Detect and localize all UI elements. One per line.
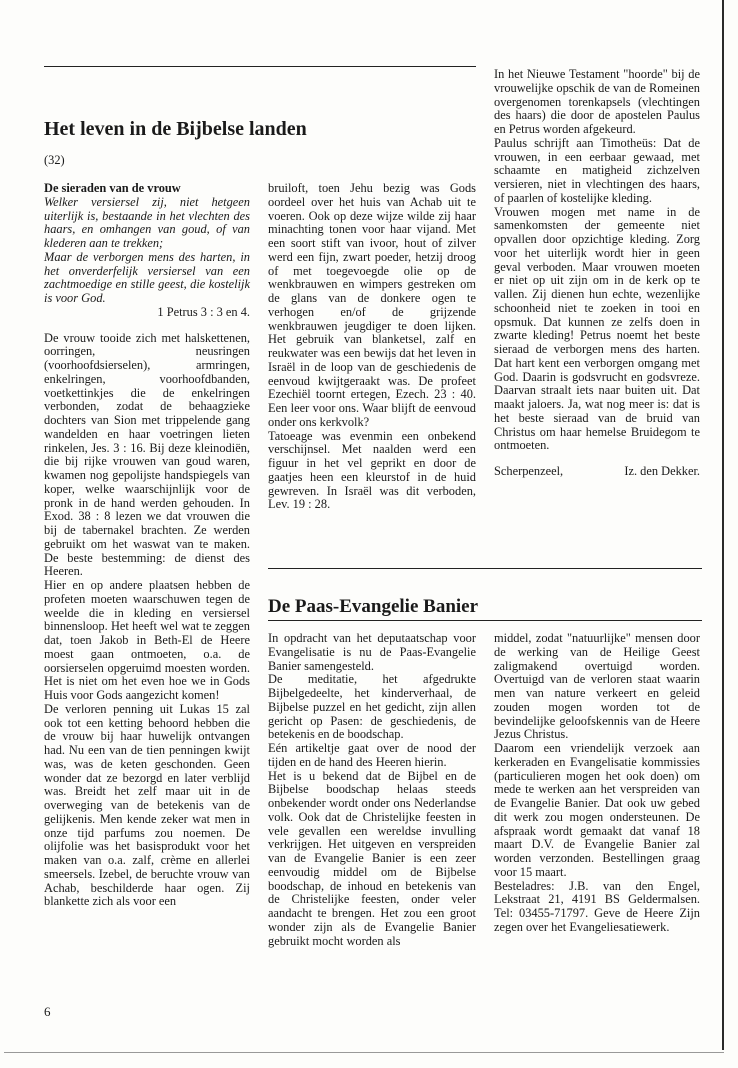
article1-paragraph: De vrouw tooide zich met halskettenen, oorringen, neusringen (voorhoofdsierselen), armringen, enkelringen, voorhoofdbanden, voetkettinkjes die de enkelringen verbonden, zodat de behaagzieke dochters van Sion met trippelende gang wandelden en haar voetringen lieten rinkelen, Jes. 3 : 16. Bij deze kleinodiën, die bij rijke vrouwen van goud waren, kwamen nog gepolijste handspiegels van koper, welke waarschijnlijk voor de pronk in de hand werden gehouden. In Exod. 38 : 8 lezen we dat vrouwen die bij de tabernakel brachten. Ze werden gebruikt om het waswat van te maken. De beste bestemming: de dienst des Heeren. [44,330,250,579]
article1-column-3 [494,68,700,479]
article2-paragraph: Besteladres: J.B. van den Engel, Lekstraat 21, 4191 BS Geldermalsen. Tel: 03455-71797. Geve de Heere Zijn zegen over het Evangeliesatiewerk. [494,878,700,934]
article2-paragraph: Het is u bekend dat de Bijbel en de Bijbelse boodschap helaas steeds onbekender wordt onder ons Nederlandse volk. Ook dat de Christelijke feesten in vele gevallen een wereldse invulling verkrijgen. Het uitgeven en verspreiden van de Evangelie Banier is een zeer eenvoudig middel om de Bijbelse boodschap, de inhoud en betekenis van de Christelijke feesten, onder veler aandacht te brengen. Het zou een groot wonder zijn als de Evangelie Banier gebruikt mocht worden als [268,768,476,948]
page-edge-right [722,0,724,1050]
top-rule [44,66,476,67]
scripture-reference: 1 Petrus 3 : 3 en 4. [157,304,250,319]
page-number: 6 [44,1004,51,1019]
page-edge-bottom [4,1052,724,1053]
title-underline [268,620,702,621]
article1-paragraph: Hier en op andere plaatsen hebben de profeten moeten waarschuwen tegen de weelde die in kleding en versiersel binnensloop. Het heeft wel wat te zeggen dat, toen Jakob in Beth-El de Heere moest gaan ontmoeten, o.a. de oorsierselen opgeruimd moesten worden. Het is niet om het even hoe we in Gods Huis voor Gods aangezicht komen! [44,578,250,702]
article2-paragraph: In opdracht van het deputaatschap voor Evangelisatie is nu de Paas-Evangelie Banier samengesteld. [268,631,476,673]
article2-paragraph: middel, zodat "natuurlijke" mensen door de werking van de Heilige Geest zaligmakend overtuigd worden. Overtuigd van de verloren staat waarin men van nature verkeert en geleid zouden mogen worden tot de bevindelijke geloofskennis van de Heere Jezus Christus. [494,631,700,742]
article1-paragraph: Tatoeage was evenmin een onbekend verschijnsel. Met naalden werd een figuur in het vel geprikt en door de gaatjes heen een kleurstof in de huid gewreven. In Israël was dit verboden, Lev. 19 : 28. [268,428,476,512]
article1-column-2 [268,182,476,512]
article1-serial: (32) [44,153,65,167]
article2-paragraph: De meditatie, het afgedrukte Bijbelgedeelte, het kinderverhaal, de Bijbelse puzzel en het gedicht, zijn allen gericht op Pasen: de geschiedenis, de betekenis en de boodschap. [268,672,476,742]
signature-place: Scherpenzeel, [494,464,564,478]
article1-title: Het leven in de Bijbelse landen [44,118,307,140]
article2-title: De Paas-Evangelie Banier [268,596,479,617]
article2-column-1 [268,632,476,948]
article1-subtitle: De sieraden van de vrouw [44,181,181,195]
article2-column-2 [494,632,700,935]
signature [494,465,700,479]
article1-paragraph: In het Nieuwe Testament "hoorde" bij de vrouwelijke opschik de van de Romeinen overgenomen torenkapsels (vlechtingen des haars) die door de apostelen Paulus en Petrus worden afgekeurd. [494,67,700,136]
article2-paragraph: Eén artikeltje gaat over de nood der tijden en de hand des Heeren hierin. [268,741,476,769]
article1-paragraph: Vrouwen mogen met name in de samenkomsten der gemeente niet opvallen door opzichtige kleding. Zorg voor het uiterlijk wordt hier in geen geval verboden. Maar vrouwen moeten er niet op uit zijn om in de kerk op te vallen. Zij dienen hun echte, wezenlijke schoonheid niet te zoeken in tooi en opsmuk. Dat kunnen ze zelfs doen in zwarte kleding! Petrus noemt het beste sieraad de verborgen mens des harten. Dat hart kent een verborgen omgang met God. Daarin is godsvrucht en godsvreze. Daarvan straalt iets naar buiten uit. Dat maakt jaloers. Ja, wat nog meer is: dat is het beste sieraad van de bruid van Christus om haar hemelse Bruidegom te ontmoeten. [494,204,700,453]
signature-author: Iz. den Dekker. [624,464,700,478]
article2-paragraph: Daarom een vriendelijk verzoek aan kerkeraden en Evangelisatie kommissies (particulieren mogen het ook doen) om mede te werken aan het verspreiden van de Evangelie Banier. Dat ook uw gebed dit werk zou mogen ondersteunen. De afspraak wordt gemaakt dat vanaf 18 maart D.V. de Evangelie Banier zal worden verzonden. Bestellingen graag voor 15 maart. [494,741,700,879]
scripture-quote-2: Maar de verborgen mens des harten, in het onverderfelijk versiersel van een zachtmoedige en stille geest, die kostelijk is voor God. [44,249,250,305]
section-rule [268,568,702,569]
article1-paragraph: De verloren penning uit Lukas 15 zal ook tot een ketting behoord hebben die de vrouw bij haar huwelijk ontvangen had. Nu een van de tien penningen kwijt was, was de keten geschonden. Geen wonder dat ze bezorgd en later verblijd was. Breidt het zelf maar uit in de overweging van de betekenis van de gelijkenis. Men kende zeker wat men in onze tijd parfums zou noemen. De olijfolie was het basisprodukt voor het maken van o.a. zalf, crème en allerlei smeersels. Izebel, de beruchte vrouw van Achab, beschilderde haar ogen. Zij blankette zich als voor een [44,701,250,909]
article1-paragraph: Paulus schrijft aan Timotheüs: Dat de vrouwen, in een eerbaar gewaad, met schaamte en matigheid zichzelven versieren, niet in vlechtingen des haars, of paarlen of kostelijke kleding. [494,135,700,205]
scripture-quote-1: Welker versiersel zij, niet hetgeen uiterlijk is, bestaande in het vlechten des haars, en omhangen van goud, of van klederen aan te trekken; [44,194,250,250]
article1-column-1 [44,182,250,909]
article1-paragraph: bruiloft, toen Jehu bezig was Gods oordeel over het huis van Achab uit te voeren. Ook op deze wijze wilde zij haar minachting tonen voor haar vijand. Met een soort stift van ivoor, hout of zilver werd een fijn, zwart poeder, hetzij droog of met toegevoegde olie op de wenkbrauwen en wimpers gestreken om de glans van de donkere ogen te verhogen en/of de grijzende wenkbrauwen jeugdiger te doen lijken. Het gebruik van blanketsel, zalf en reukwater was een bewijs dat het leven in Israël in de loop van de geschiedenis de eenvoud kwijtgeraakt was. De profeet Ezechiël toornt ertegen, Ezech. 23 : 40. Een leer voor ons. Waar blijft de eenvoud onder ons kerkvolk? [268,181,476,429]
